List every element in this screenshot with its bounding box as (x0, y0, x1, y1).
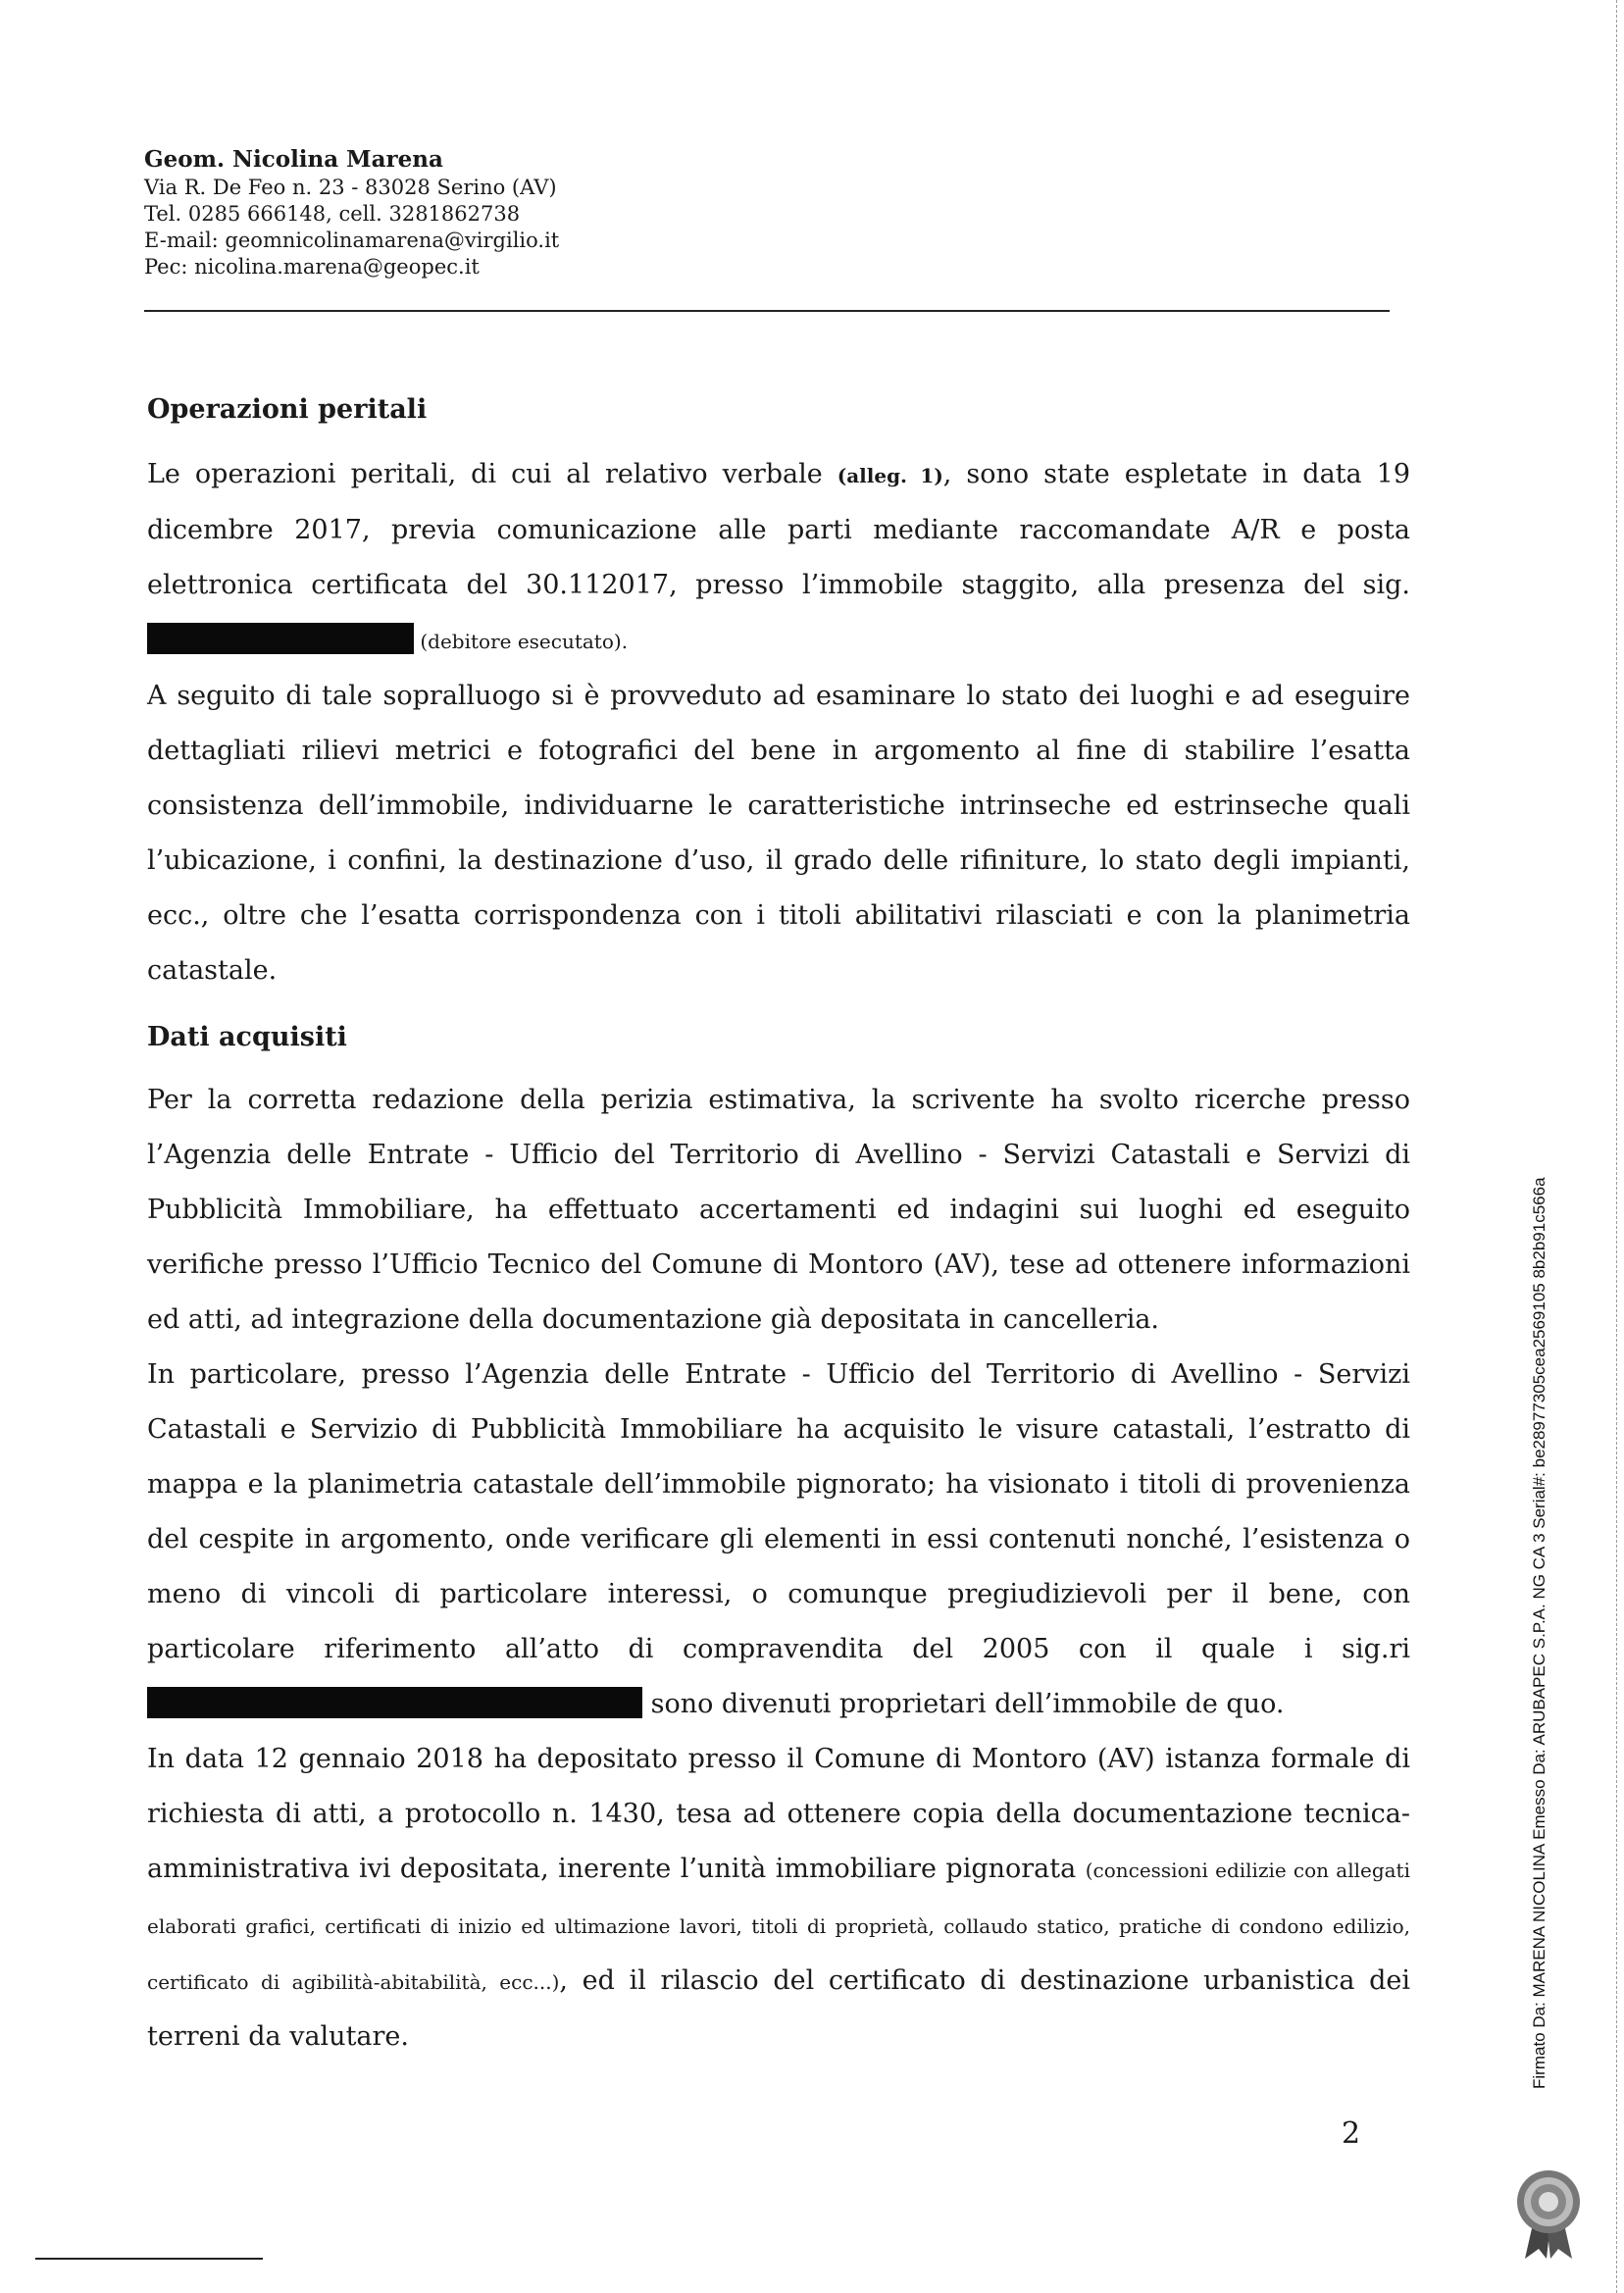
section-title-dati: Dati acquisiti (147, 1022, 347, 1052)
redaction-bar (147, 623, 414, 654)
header-divider (144, 310, 1390, 312)
author-address: Via R. De Feo n. 23 - 83028 Serino (AV) (144, 176, 557, 199)
paragraph-dati-1: Per la corretta redazione della perizia estimativa, la scrivente ha svolto ricerche presso l’Agenzia delle Entrate - Ufficio del Territorio di Avellino - Servizi Catastali e Servizi di Pubblicità Immobiliare, ha effettuato accertamenti ed indagini sui luoghi ed eseguito verifiche presso l’Ufficio Tecnico del Comune di Montoro (AV), tese ad ottenere informazioni ed atti, ad integrazione della documentazione già depositata in cancelleria. (147, 1085, 1410, 1335)
digital-signature-text: Firmato Da: MARENA NICOLINA Emesso Da: ARUBAPEC S.P.A. NG CA 3 Serial#: be28977305cea2569105 8b2b91c566a (1530, 1177, 1548, 2089)
text-run-small: (concessioni edilizie con allegati elaborati grafici, certificati di inizio ed ultimazione lavori, titoli di proprietà, collaudo statico, pratiche di condono edilizio, certificato di agibilità-abitabilità, ecc...) (147, 1859, 1410, 1994)
section-title-operazioni: Operazioni peritali (147, 394, 428, 425)
seal-icon (1507, 2165, 1590, 2261)
section-operazioni (147, 392, 1410, 998)
author-email: E-mail: geomnicolinamarena@virgilio.it (144, 229, 560, 252)
author-phone: Tel. 0285 666148, cell. 3281862738 (144, 202, 521, 226)
footer-divider (35, 2258, 263, 2260)
text-run: In particolare, presso l’Agenzia delle Entrate - Ufficio del Territorio di Avellino - Servizi Catastali e Servizio di Pubblicità Immobiliare ha acquisito le visure catastali, l’estratto di mappa e la planimetria catastale dell’immobile pignorato; ha visionato i titoli di provenienza del cespite in argomento, onde verificare gli elementi in essi contenuti nonché, l’esistenza o meno di vincoli di particolare interessi, o comunque pregiudizievoli per il bene, con particolare riferimento all’atto di compravendita del 2005 con il quale i sig.ri (147, 1359, 1410, 1664)
paragraph-operazioni-1 (147, 447, 1410, 669)
text-run: In data 12 gennaio 2018 ha depositato presso il Comune di Montoro (AV) istanza formale di richiesta di atti, a protocollo n. 1430, tesa ad ottenere copia della documentazione tecnica-amministrativa ivi depositata, inerente l’unità immobiliare pignorata (147, 1744, 1410, 1884)
author-name: Geom. Nicolina Marena (144, 146, 443, 173)
paragraph-operazioni-2: A seguito di tale sopralluogo si è provveduto ad esaminare lo stato dei luoghi e ad eseguire dettagliati rilievi metrici e fotografici del bene in argomento al fine di stabilire l’esatta consistenza dell’immobile, individuarne le caratteristiche intrinseche ed estrinseche quali l’ubicazione, i confini, la destinazione d’uso, il grado delle rifiniture, lo stato degli impianti, ecc., oltre che l’esatta corrispondenza con i titoli abilitativi rilasciati e con la planimetria catastale. (147, 681, 1410, 986)
section-dati (147, 1020, 1410, 2064)
text-run: Le operazioni peritali, di cui al relativo verbale (147, 459, 837, 489)
author-pec: Pec: nicolina.marena@geopec.it (144, 255, 480, 279)
letterhead (144, 145, 889, 280)
text-run: , sono state espletate in data 19 dicembre 2017, previa comunicazione alle parti mediante raccomandate A/R e posta elettronica certificata del 30.112017, presso l’immobile staggito, alla presenza del sig. (147, 459, 1410, 600)
scan-edge (1616, 0, 1617, 2293)
text-run: , ed il rilascio del certificato di destinazione urbanistica dei terreni da valutare. (147, 1965, 1410, 2052)
redaction-bar (147, 1687, 642, 1718)
text-run: (debitore esecutato). (414, 630, 629, 653)
text-run: sono divenuti proprietari dell’immobile de quo. (642, 1689, 1285, 1719)
paragraph-dati-3 (147, 1732, 1410, 2064)
attachment-ref: (alleg. 1) (837, 464, 943, 487)
paragraph-dati-2 (147, 1348, 1410, 1732)
page-number: 2 (1342, 2116, 1361, 2151)
